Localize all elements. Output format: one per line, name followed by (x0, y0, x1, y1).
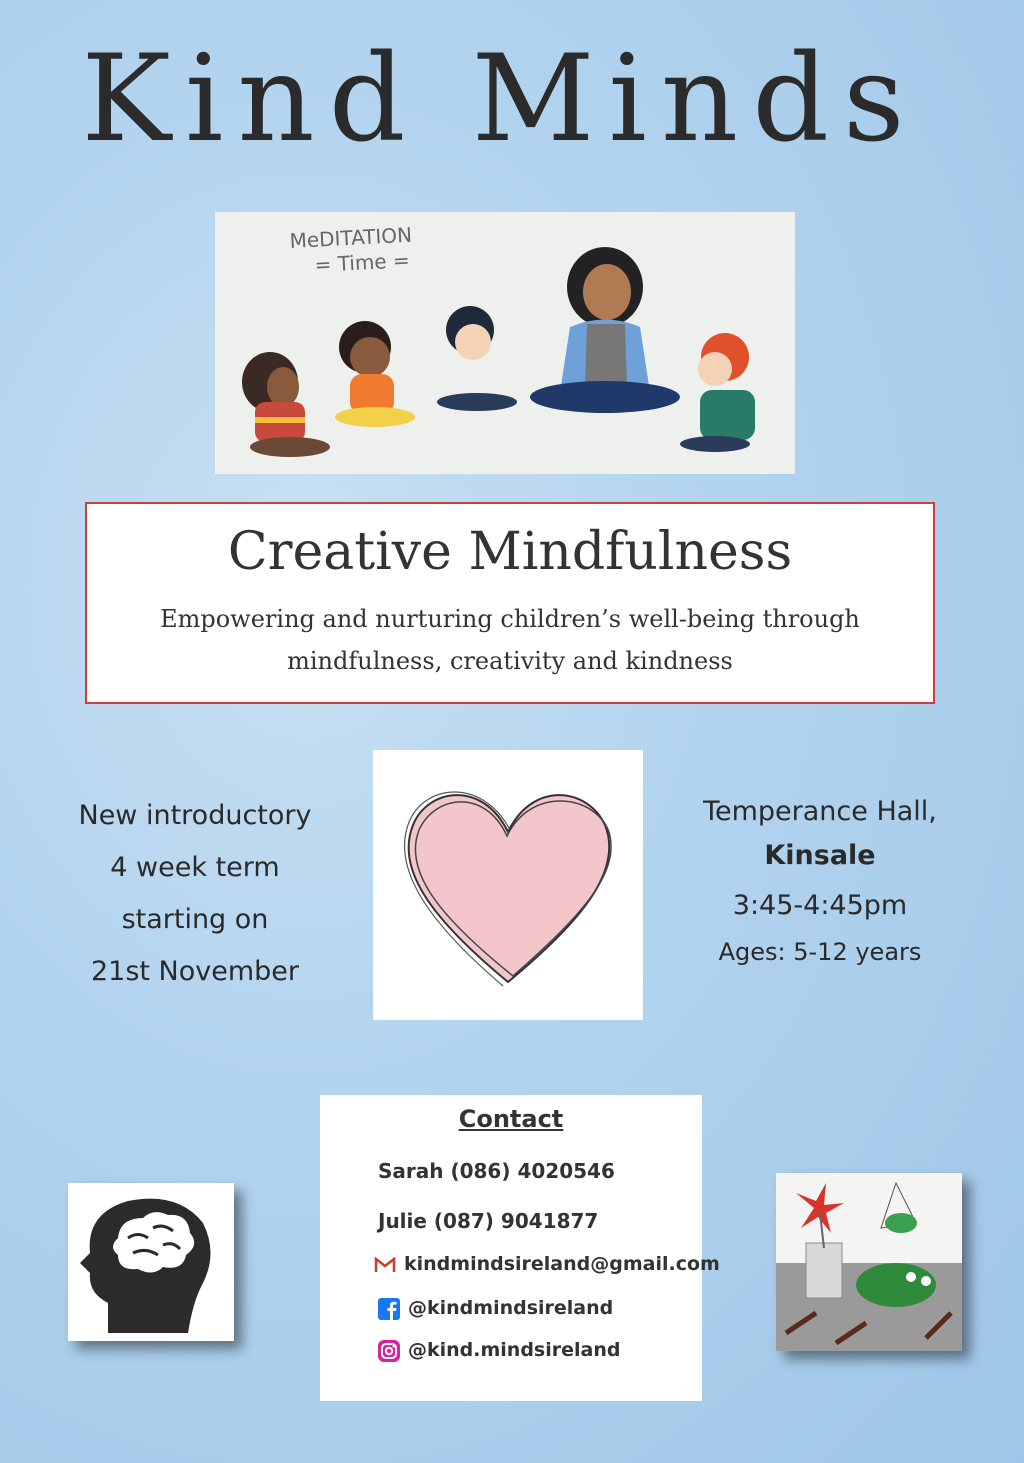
program-banner (85, 502, 935, 704)
term-line-4: 21st November (90, 956, 300, 987)
contact-instagram-row (378, 1339, 620, 1362)
instagram-icon (378, 1340, 400, 1362)
session-time: 3:45-4:45pm (732, 890, 908, 921)
contact-sarah: Sarah (086) 4020546 (378, 1159, 615, 1183)
poster-title: Kind Minds (81, 30, 919, 169)
brain-image (68, 1183, 234, 1341)
brain-head-icon (68, 1183, 234, 1341)
contact-facebook-row (378, 1297, 613, 1320)
venue-name: Temperance Hall, (703, 796, 937, 827)
contact-email-row (374, 1253, 720, 1275)
illustration-caption-2: = Time = (314, 248, 411, 277)
heart-icon (373, 750, 643, 1020)
term-line-2: 4 week term (110, 852, 280, 883)
meditation-illustration (215, 212, 795, 474)
term-line-1: New introductory (78, 800, 312, 831)
craft-photo (776, 1173, 962, 1351)
heart-panel (373, 750, 643, 1020)
contact-panel (320, 1095, 720, 1401)
contact-instagram: @kind.mindsireland (408, 1339, 621, 1361)
contact-heading: Contact (458, 1105, 564, 1133)
venue-town: Kinsale (764, 840, 876, 871)
term-line-3: starting on (121, 904, 269, 935)
banner-title: Creative Mindfulness (227, 522, 793, 582)
contact-julie: Julie (087) 9041877 (378, 1209, 599, 1233)
gmail-icon (374, 1257, 396, 1273)
contact-facebook: @kindmindsireland (408, 1297, 614, 1319)
illustration-caption-1: MeDITATION (289, 222, 413, 253)
age-range: Ages: 5-12 years (718, 938, 922, 966)
venue-info (670, 790, 970, 974)
facebook-icon (378, 1298, 400, 1320)
banner-subtitle: Empowering and nurturing children’s well-being through mindfulness, creativity and kindness (160, 605, 860, 675)
term-info (40, 790, 350, 998)
contact-email: kindmindsireland@gmail.com (404, 1253, 720, 1275)
